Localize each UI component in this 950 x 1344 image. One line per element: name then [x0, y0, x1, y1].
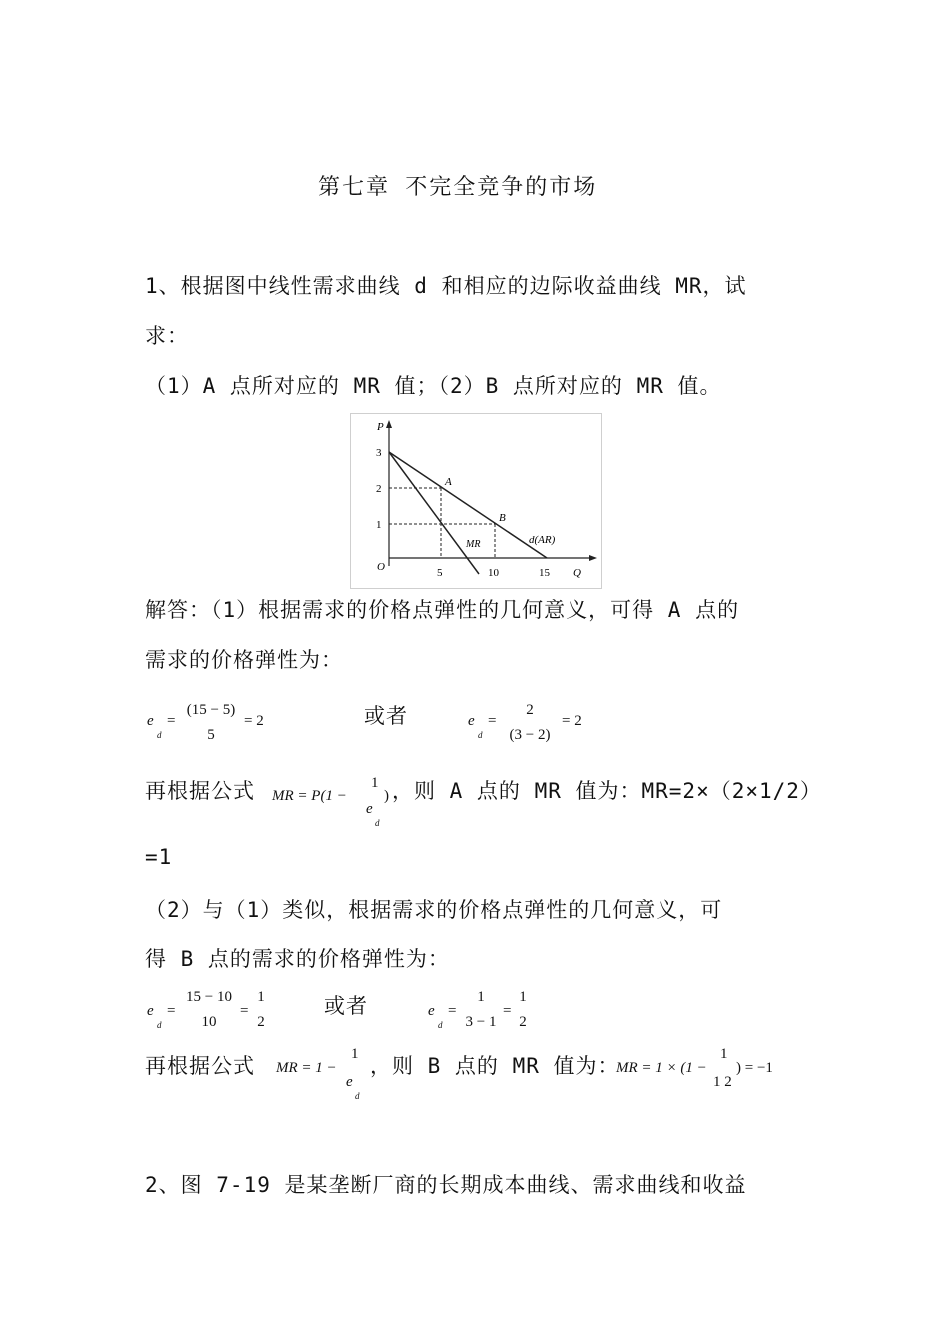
- point-b-label: B: [499, 512, 506, 524]
- fraction-numerator: 1: [477, 989, 485, 1005]
- origin-label: O: [377, 561, 385, 573]
- question-1-line-3: （1）A 点所对应的 MR 值；（2）B 点所对应的 MR 值。: [145, 374, 722, 398]
- mr-curve: [389, 452, 479, 574]
- fraction-denominator: 2: [519, 1014, 527, 1030]
- demand-mr-diagram: [351, 414, 601, 588]
- x-tick-5: 5: [437, 567, 443, 579]
- fraction-b1: [180, 989, 238, 1031]
- answer-2-line-3-suffix: ，则 B 点的 MR 值为：: [370, 1054, 620, 1078]
- equals-sign: =: [240, 1003, 249, 1019]
- equals-sign: =: [167, 713, 176, 729]
- mr-value-result: ) = −1: [736, 1060, 773, 1076]
- or-text-a: 或者: [364, 704, 408, 728]
- demand-mr-figure: [350, 413, 602, 589]
- y-tick-3: 3: [376, 447, 382, 459]
- e-symbol: e: [468, 713, 475, 729]
- fraction-denominator: (3 − 2): [509, 727, 551, 743]
- fraction-denominator: 2: [257, 1014, 265, 1030]
- question-1-line-1: 1、根据图中线性需求曲线 d 和相应的边际收益曲线 MR，试: [145, 274, 747, 298]
- mr-curve-label: MR: [466, 539, 481, 550]
- fraction-half: [516, 989, 530, 1031]
- d-subscript: d: [157, 1020, 162, 1030]
- equals-sign: =: [488, 713, 497, 729]
- page-title: 第七章 不完全竞争的市场: [318, 175, 598, 200]
- y-tick-2: 2: [376, 483, 382, 495]
- fraction-half: [254, 989, 268, 1031]
- p-axis-arrow: [386, 420, 392, 428]
- fraction-a1: [180, 702, 242, 744]
- answer-1-line-4: =1: [145, 845, 173, 869]
- answer-1-line-3-suffix: ，则 A 点的 MR 值为：MR=2×（2×1/2）: [392, 779, 822, 803]
- e-symbol: e: [147, 1003, 154, 1019]
- equals-sign: =: [448, 1003, 457, 1019]
- d-subscript: d: [355, 1091, 360, 1101]
- p-axis-label: P: [377, 421, 384, 433]
- q-axis-label: Q: [573, 567, 581, 579]
- mr-value-numerator: 1: [720, 1046, 728, 1062]
- mr-formula-close: ): [384, 788, 389, 804]
- or-text-b: 或者: [324, 994, 368, 1018]
- fraction-denominator: 10: [201, 1014, 217, 1030]
- x-tick-10: 10: [488, 567, 499, 579]
- mr-value-denominator: 1 2: [713, 1074, 732, 1090]
- answer-1-line-2: 需求的价格弹性为：: [145, 648, 343, 672]
- d-subscript: d: [157, 730, 162, 740]
- answer-2-line-1: （2）与（1）类似，根据需求的价格点弹性的几何意义，可: [145, 898, 723, 922]
- mr-value-lhs: MR = 1 × (1 −: [616, 1060, 707, 1076]
- mr-formula-numerator: 1: [371, 775, 379, 791]
- fraction-numerator: 15 − 10: [186, 989, 232, 1005]
- answer-1-line-1: 解答：（1）根据需求的价格点弹性的几何意义，可得 A 点的: [145, 598, 740, 622]
- e-symbol: e: [428, 1003, 435, 1019]
- d-subscript: d: [438, 1020, 443, 1030]
- answer-1-line-3-prefix: 再根据公式: [145, 779, 255, 803]
- e-symbol: e: [346, 1074, 353, 1090]
- answer-2-line-2: 得 B 点的需求的价格弹性为：: [145, 947, 450, 971]
- fraction-denominator: 3 − 1: [465, 1014, 497, 1030]
- e-symbol: e: [147, 713, 154, 729]
- fraction-numerator: 1: [257, 989, 265, 1005]
- formula-result: = 2: [562, 713, 582, 729]
- fraction-numerator: (15 − 5): [186, 702, 236, 718]
- equals-sign: =: [503, 1003, 512, 1019]
- point-a-label: A: [445, 476, 452, 488]
- answer-2-line-3-prefix: 再根据公式: [145, 1054, 255, 1078]
- q-axis-arrow: [589, 555, 597, 561]
- formula-result: = 2: [244, 713, 264, 729]
- equals-sign: =: [167, 1003, 176, 1019]
- fraction-a2: [500, 702, 560, 744]
- x-tick-15: 15: [539, 567, 550, 579]
- d-subscript: d: [478, 730, 483, 740]
- fraction-numerator: 1: [519, 989, 527, 1005]
- mr-formula-numerator: 1: [351, 1046, 359, 1062]
- fraction-b2: [460, 989, 502, 1031]
- y-tick-1: 1: [376, 519, 382, 531]
- fraction-numerator: 2: [526, 702, 534, 718]
- question-1-line-2: 求：: [145, 324, 189, 348]
- mr-formula-lhs: MR = P(1 −: [272, 788, 347, 804]
- e-symbol: e: [366, 801, 373, 817]
- d-subscript: d: [375, 818, 380, 828]
- question-2-line-1: 2、图 7-19 是某垄断厂商的长期成本曲线、需求曲线和收益: [145, 1173, 747, 1197]
- demand-curve-label: d(AR): [529, 534, 556, 546]
- fraction-denominator: 5: [207, 727, 215, 743]
- mr-formula-lhs: MR = 1 −: [276, 1060, 337, 1076]
